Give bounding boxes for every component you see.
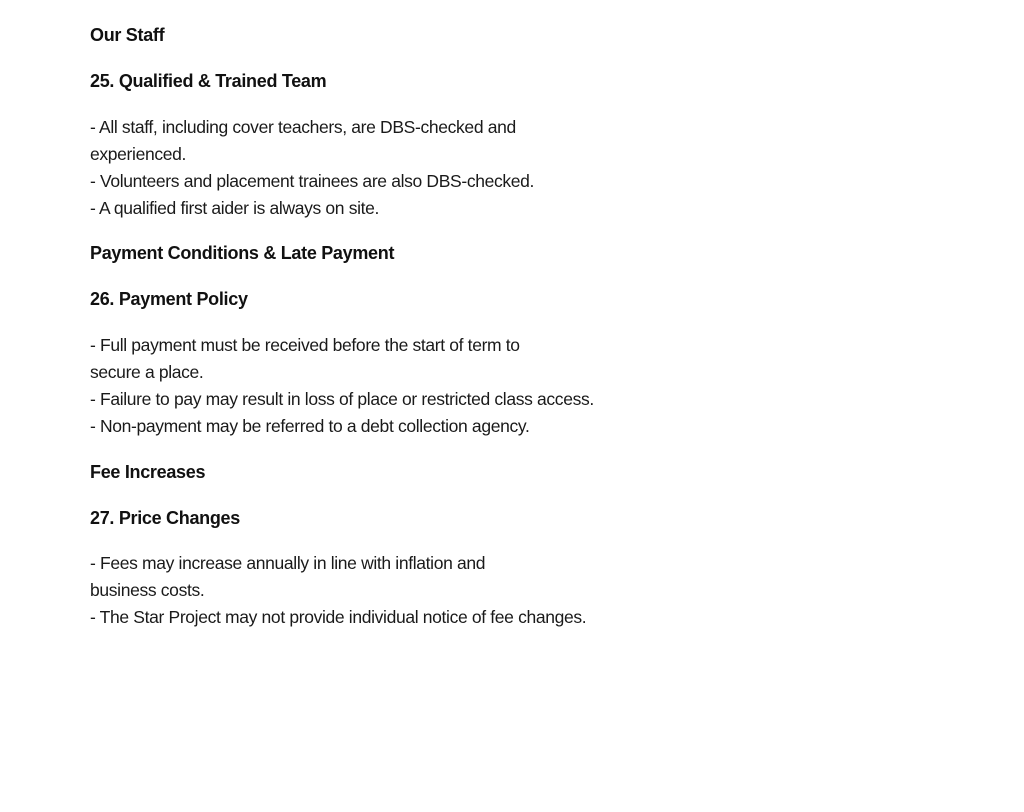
clause-26-line: - Failure to pay may result in loss of place or restricted class access. [90,389,594,409]
clause-heading-27: 27. Price Changes [90,508,240,528]
section-heading-our-staff: Our Staff [90,25,165,45]
clause-25-line: - All staff, including cover teachers, are DBS-checked and [90,117,516,137]
clause-27-line: - Fees may increase annually in line with inflation and [90,553,486,573]
clause-25-line: experienced. [90,144,187,164]
clause-26-line: secure a place. [90,362,204,382]
clause-heading-25: 25. Qualified & Trained Team [90,71,327,91]
clause-26-line: - Non-payment may be referred to a debt collection agency. [90,416,530,436]
section-heading-fee-increases: Fee Increases [90,462,206,482]
clause-25-line: - A qualified first aider is always on site. [90,198,380,218]
clause-25-line: - Volunteers and placement trainees are also DBS-checked. [90,171,535,191]
clause-26-line: - Full payment must be received before the start of term to [90,335,520,355]
section-heading-payment-conditions: Payment Conditions & Late Payment [90,243,395,263]
clause-27-line: business costs. [90,580,205,600]
clause-heading-26: 26. Payment Policy [90,289,248,309]
clause-27-line: - The Star Project may not provide individual notice of fee changes. [90,607,587,627]
